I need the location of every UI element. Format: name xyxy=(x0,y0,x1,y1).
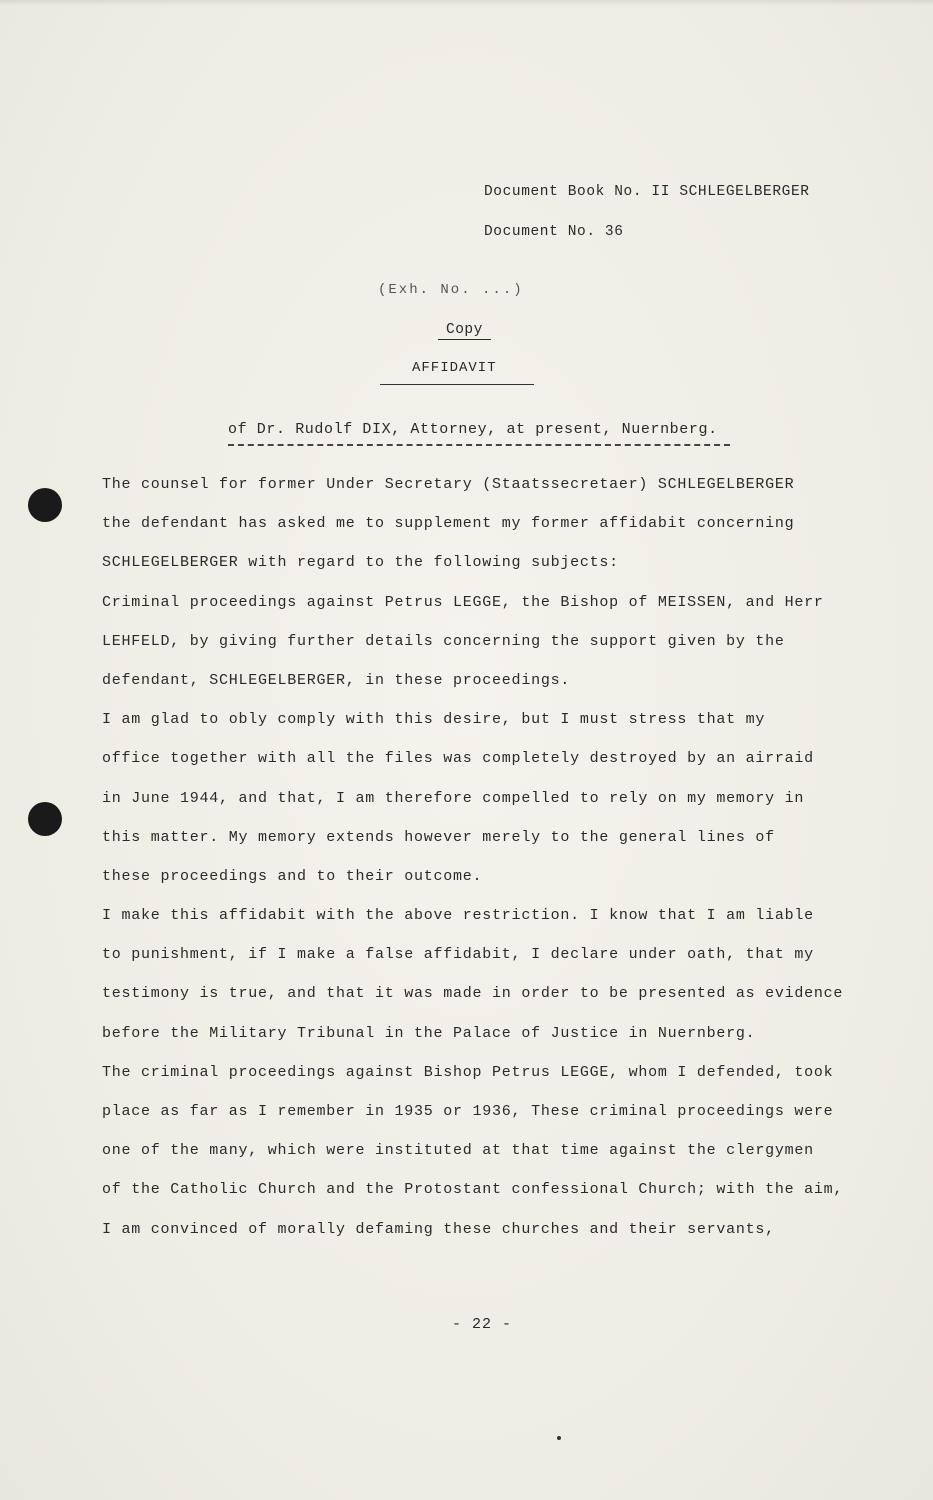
document-number: Document No. 36 xyxy=(484,224,624,240)
body-line: this matter. My memory extends however merely to the general lines of xyxy=(102,828,775,846)
affidavit-heading: AFFIDAVIT xyxy=(412,360,497,376)
body-line: before the Military Tribunal in the Palace of Justice in Nuernberg. xyxy=(102,1024,756,1042)
body-line: these proceedings and to their outcome. xyxy=(102,867,483,885)
body-line: defendant, SCHLEGELBERGER, in these proceedings. xyxy=(102,671,571,689)
body-line: I am glad to obly comply with this desire, but I must stress that my xyxy=(102,711,766,729)
body-line: place as far as I remember in 1935 or 1936, These criminal proceedings were xyxy=(102,1103,834,1120)
body-line: of the Catholic Church and the Protostant confessional Church; with the aim, xyxy=(102,1181,844,1199)
body-line: the defendant has asked me to supplement my former affidabit concerning xyxy=(102,515,795,533)
body-line: SCHLEGELBERGER with regard to the following subjects: xyxy=(102,554,619,572)
body-line: in June 1944, and that, I am therefore compelled to rely on my memory in xyxy=(102,789,805,807)
ink-speck xyxy=(557,1436,561,1440)
page-top-edge xyxy=(0,0,933,6)
dashed-separator xyxy=(228,444,730,446)
body-line: LEHFELD, by giving further details concerning the support given by the xyxy=(102,632,785,650)
body-line: The criminal proceedings against Bishop Petrus LEGGE, whom I defended, took xyxy=(102,1063,834,1081)
body-line: I make this affidabit with the above restriction. I know that I am liable xyxy=(102,907,814,925)
body-line: to punishment, if I make a false affidabit, I declare under oath, that my xyxy=(102,946,814,964)
document-book-reference: Document Book No. II SCHLEGELBERGER xyxy=(484,184,810,200)
punch-hole xyxy=(28,802,62,836)
exhibit-stamp-mark: (Exh. No. ...) xyxy=(378,282,524,298)
affiant-line: of Dr. Rudolf DIX, Attorney, at present, Nuernberg. xyxy=(228,421,718,438)
affidavit-body xyxy=(102,470,842,1254)
body-line: one of the many, which were instituted at that time against the clergymen xyxy=(102,1142,814,1160)
heading-underline xyxy=(380,384,534,385)
body-line: Criminal proceedings against Petrus LEGGE, the Bishop of MEISSEN, and Herr xyxy=(102,593,824,611)
body-line: The counsel for former Under Secretary (Staatssecretaer) SCHLEGELBERGER xyxy=(102,476,795,493)
body-line: office together with all the files was completely destroyed by an airraid xyxy=(102,750,814,768)
page-number: - 22 - xyxy=(452,1316,513,1333)
body-line: I am convinced of morally defaming these churches and their servants, xyxy=(102,1220,775,1238)
body-line: testimony is true, and that it was made in order to be presented as evidence xyxy=(102,985,844,1003)
punch-hole xyxy=(28,488,62,522)
copy-label: Copy xyxy=(438,322,491,340)
